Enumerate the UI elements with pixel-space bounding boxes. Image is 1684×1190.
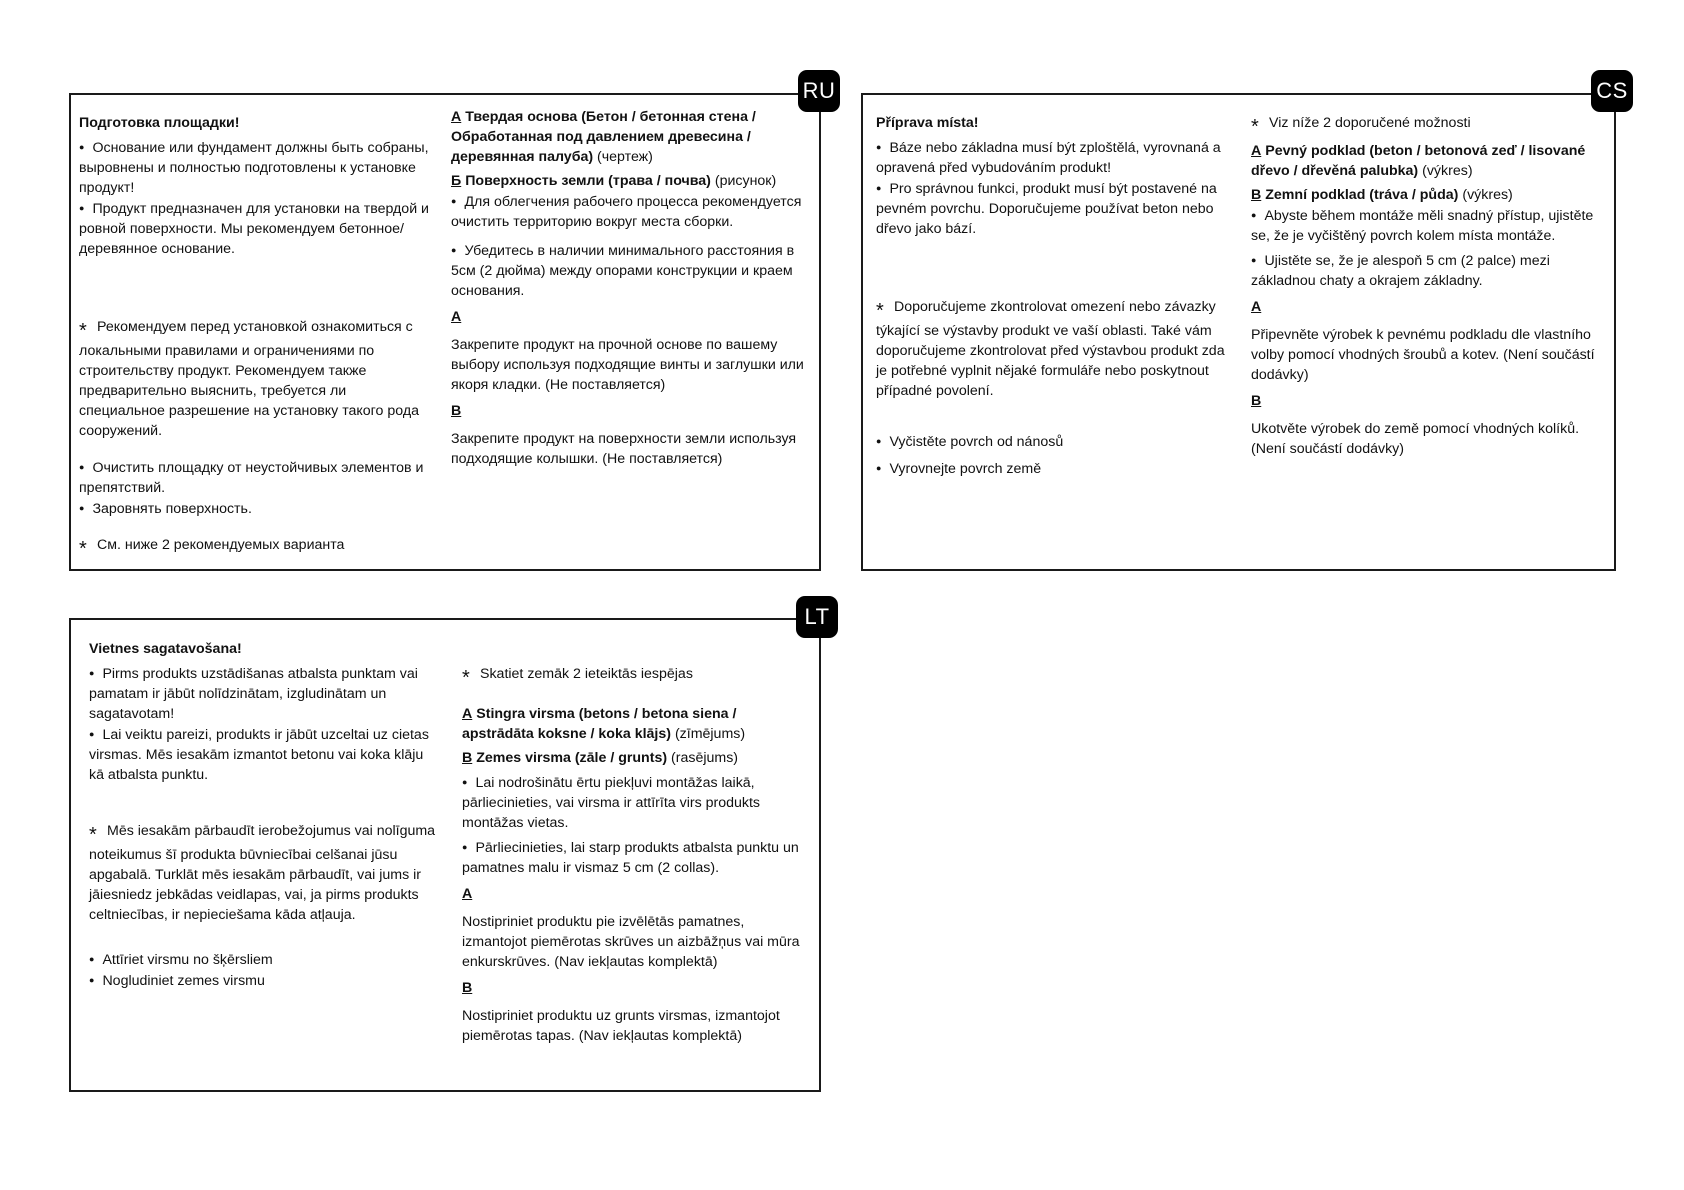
lt-title: Vietnes sagatavošana! [89, 641, 242, 657]
cs-section-b-label: B [1251, 393, 1262, 409]
cs-paragraph-2: ● Pro správnou funkci, produkt musí být postavené na pevném povrchu. Doporučujeme používat beton nebo dřevo jako bází. [876, 178, 1232, 239]
ru-section-b-label: B [451, 403, 462, 419]
lt-paragraph-2: ● Lai veiktu pareizi, produkts ir jābūt uzceltai uz cietas virsmas. Mēs iesakām izmantot betonu vai koka klāju kā atbalsta punktu. [89, 724, 439, 785]
lt-section-a-text: Nostipriniet produktu pie izvēlētās pamatnes, izmantojot piemērotas skrūves un aizbāžņus vai mūra enkurskrūves. (Nav iekļautas komplektā) [462, 914, 800, 970]
cs-option-a: A Pevný podklad (beton / betonová zeď / lisované dřevo / dřevěná palubka) (výkres) [1251, 143, 1586, 179]
lt-see-below: * Skatiet zemāk 2 ieteiktās iespējas [462, 666, 693, 689]
lt-paragraph-1: ● Pirms produkts uzstādišanas atbalsta punktam vai pamatam ir jābūt nolīdzinātam, izgludinātam un sagatavotam! [89, 663, 439, 724]
cs-bullet-access: ● Abyste během montáže měli snadný přístup, ujistěte se, že je vyčištěný povrch kolem místa montáže. [1251, 205, 1603, 246]
ru-bullet-distance: ● Убедитесь в наличии минимального расстояния в 5см (2 дюйма) между опорами конструкции и краем основания. [451, 240, 811, 301]
cs-section-a-text: Připevněte výrobek k pevnému podkladu dle vlastního volby pomocí vhodných šroubů a kotev. (Není součástí dodávky) [1251, 327, 1595, 383]
asterisk-icon: * [462, 667, 470, 689]
language-badge-lt: LT [796, 596, 838, 638]
ru-bullet-level: ● Заровнять поверхность. [79, 498, 431, 519]
ru-paragraph-2: ● Продукт предназначен для установки на твердой и ровной поверхности. Мы рекомендуем бетонное/деревянное основание. [79, 198, 431, 259]
lt-section-a-label: A [462, 886, 473, 902]
asterisk-icon: * [876, 300, 884, 322]
cs-bullet-level: ● Vyrovnejte povrch země [876, 458, 1232, 479]
lt-option-a: A Stingra virsma (betons / betona siena / apstrādāta koksne / koka klājs) (zīmējums) [462, 706, 746, 742]
ru-bullet-access: ● Для облегчения рабочего процесса рекомендуется очистить территорию вокруг места сборки. [451, 191, 811, 232]
lt-right-column [462, 664, 812, 1046]
cs-option-b: B Zemní podklad (tráva / půda) (výkres) [1251, 187, 1513, 203]
language-badge-ru: RU [798, 70, 840, 112]
lt-bullet-access: ● Lai nodrošinātu ērtu piekļuvi montāžas laikā, pārliecinieties, vai virsma ir attīrīta virs produkts montāžas vietas. [462, 772, 812, 833]
cs-section-a-label: A [1251, 299, 1262, 315]
ru-left-column [79, 113, 431, 559]
lt-bullet-level: ● Nogludiniet zemes virsmu [89, 970, 439, 991]
lt-section-b-text: Nostipriniet produktu uz grunts virsmas, izmantojot piemērotas tapas. (Nav iekļautas komplektā) [462, 1008, 780, 1044]
lt-bullet-clean: ● Attīriet virsmu no šķērsliem [89, 949, 439, 970]
asterisk-icon: * [79, 538, 87, 560]
lt-option-b: B Zemes virsma (zāle / grunts) (rasējums) [462, 750, 739, 766]
cs-paragraph-1: ● Báze nebo základna musí být zploštělá, vyrovnaná a opravená před vybudováním produkt! [876, 137, 1232, 178]
ru-section-a-text: Закрепите продукт на прочной основе по вашему выбору используя подходящие винты и заглушки или якоря кладки. (Не поставляется) [451, 337, 804, 393]
cs-note: * Doporučujeme zkontrolovat omezení nebo závazky týkající se výstavby produkt ve vaší oblasti. Také vám doporučujeme zkontrolovat před výstavbou produkt zda je potřebné vyplnit nějaké formuláře nebo poskytnout případné povolení. [876, 299, 1225, 399]
ru-paragraph-1: ● Основание или фундамент должны быть собраны, выровнены и полностью подготовлены к установке продукт! [79, 137, 431, 198]
cs-title: Příprava místa! [876, 115, 979, 131]
asterisk-icon: * [89, 824, 97, 846]
lt-left-column [89, 639, 439, 991]
ru-option-b: Б Поверхность земли (трава / почва) (рисунок) [451, 173, 777, 189]
ru-right-column [451, 107, 811, 469]
cs-section-b-text: Ukotvěte výrobek do země pomocí vhodných kolíků. (Není součástí dodávky) [1251, 421, 1580, 457]
lt-bullet-distance: ● Pārliecinieties, lai starp produkts atbalsta punktu un pamatnes malu ir vismaz 5 cm (2 collas). [462, 837, 812, 878]
ru-option-a: А Твердая основа (Бетон / бетонная стена / Обработанная под давлением древесина / деревянная палуба) (чертеж) [451, 109, 756, 165]
asterisk-icon: * [79, 320, 87, 342]
ru-note: * Рекомендуем перед установкой ознакомиться с локальными правилами и ограничениями по строительству продукт. Рекомендуем также предварительно выяснить, требуется ли специальное разрешение на установку такого рода сооружений. [79, 319, 420, 439]
lt-section-b-label: B [462, 980, 473, 996]
ru-section-a-label: A [451, 309, 462, 325]
cs-left-column [876, 113, 1232, 479]
ru-section-b-text: Закрепите продукт на поверхности земли используя подходящие колышки. (Не поставляется) [451, 431, 797, 467]
ru-title: Подготовка площадки! [79, 115, 240, 131]
cs-bullet-distance: ● Ujistěte se, že je alespoň 5 cm (2 palce) mezi základnou chaty a okrajem základny. [1251, 250, 1603, 291]
cs-right-column [1251, 113, 1603, 459]
ru-see-below: * См. ниже 2 рекомендуемых варианта [79, 537, 345, 560]
cs-see-below: * Viz níže 2 doporučené možnosti [1251, 115, 1471, 138]
asterisk-icon: * [1251, 116, 1259, 138]
lt-note: * Mēs iesakām pārbaudīt ierobežojumus vai nolīguma noteikumus šī produkta būvniecībai celšanai jūsu apgabalā. Turklāt mēs iesakām pārbaudīt, vai jums ir jāiesniedz jebkādas veidlapas, vai, ja pirms produkts celtniecības, ir nepieciešama kāda atļauja. [89, 823, 436, 923]
language-badge-cs: CS [1591, 70, 1633, 112]
ru-bullet-clean: ● Очистить площадку от неустойчивых элементов и препятствий. [79, 457, 431, 498]
cs-bullet-clean: ● Vyčistěte povrch od nánosů [876, 431, 1232, 452]
